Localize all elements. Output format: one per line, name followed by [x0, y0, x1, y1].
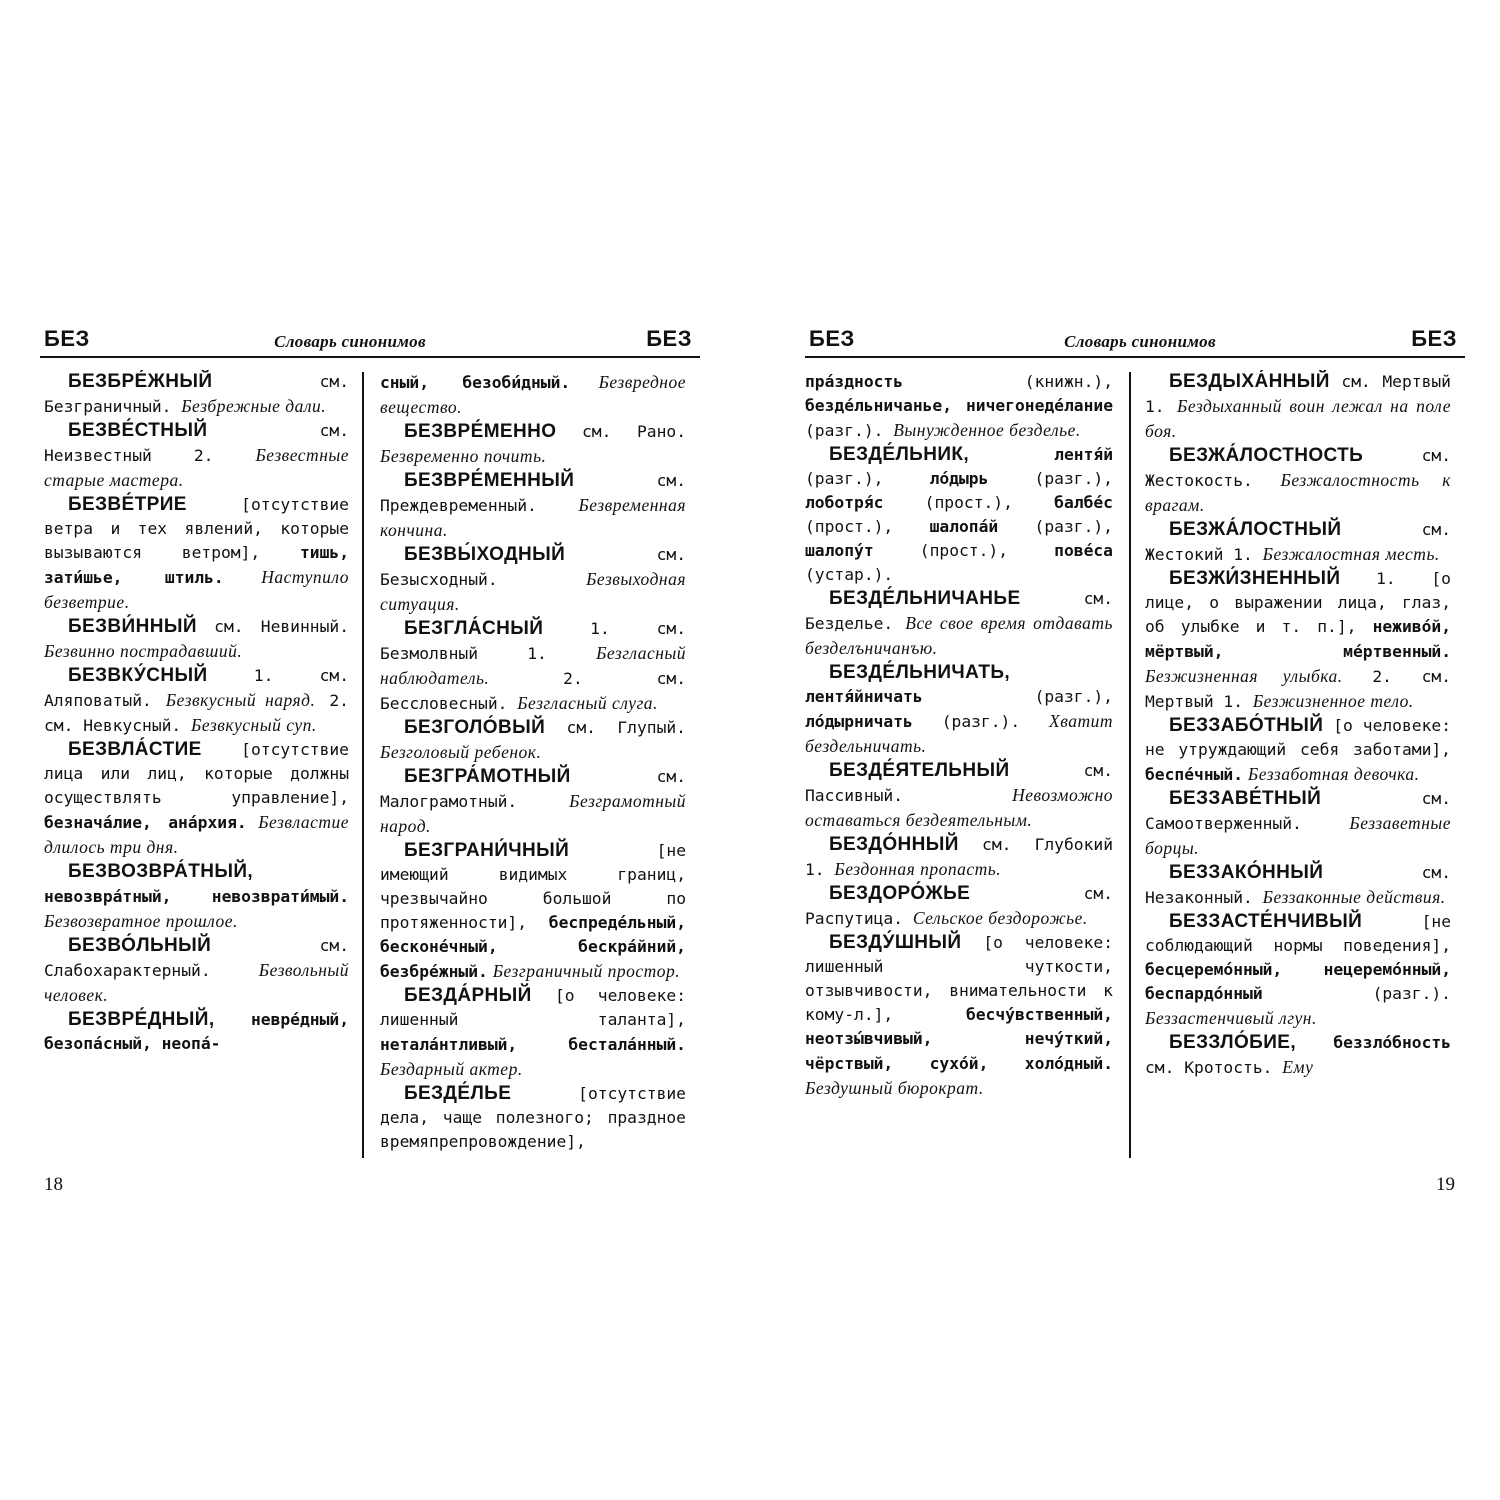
dictionary-entry [44, 370, 349, 419]
guide-word-right: БЕЗ [1411, 326, 1457, 351]
synonyms: беззло́бность [1296, 1033, 1451, 1052]
column [44, 370, 349, 1160]
definition-text: (разг.), [805, 469, 930, 488]
synonyms: сный, безоби́дный. [380, 373, 571, 392]
synonyms: шалопа́й [929, 517, 999, 536]
headword: БЕЗВЛА́СТИЕ [68, 739, 202, 760]
definition-text: [о человеке: лишенный таланта], [380, 986, 686, 1029]
definition-text: (разг.), [988, 469, 1113, 488]
usage-example: Безвинно пострадавший. [44, 641, 243, 661]
definition-text: (разг.). [1262, 984, 1451, 1003]
usage-example: Хватит бездельничать. [805, 711, 1113, 756]
headword: БЕЗВРЕ́МЕННО [404, 421, 557, 442]
headword: БЕЗБРЕ́ЖНЫЙ [68, 371, 213, 392]
definition-text: [отсутствие дела, чаще полезного; праздное времяпрепровождение], [380, 1084, 686, 1151]
usage-example: Безвременная кончина. [380, 495, 686, 540]
usage-example: Вынужденное безделье. [893, 420, 1081, 440]
guide-word-left: БЕЗ [44, 326, 90, 351]
synonyms: лентя́й [969, 445, 1113, 464]
definition-text: см. Незаконный. [1145, 863, 1451, 907]
usage-example: Беззастенчивый лгун. [1145, 1008, 1317, 1028]
headword: БЕЗВО́ЛЬНЫЙ [68, 935, 212, 956]
headword: БЕЗВЕ́СТНЫЙ [68, 420, 208, 441]
dictionary-entry [805, 661, 1113, 759]
definition-text: (прост.), [883, 493, 1055, 512]
definition-text: [о человеке: не утруждающий себя заботами], [1145, 716, 1451, 759]
definition-text: [отсутствие ветра и тех явлений, которые вызываются ветром], [44, 495, 349, 562]
headword: БЕЗГРА́МОТНЫЙ [404, 766, 571, 787]
usage-example: Безвозвратное прошлое. [44, 911, 238, 931]
usage-example: Безвольный человек. [44, 960, 349, 1005]
synonyms: балбе́с [1054, 493, 1113, 512]
headword: БЕЗДЫХА́ННЫЙ [1169, 371, 1330, 392]
dictionary-entry [1145, 910, 1451, 1031]
usage-example: Безбрежные дали. [181, 396, 327, 416]
definition-text: см. Кротость. [1145, 1058, 1283, 1077]
dictionary-entry [44, 664, 349, 738]
column [380, 370, 686, 1160]
synonyms: ло́дырь [929, 469, 989, 488]
headword: БЕЗДЕ́ЛЬНИЧАТЬ, [829, 662, 1011, 683]
definition-text: см. Глупый. [545, 718, 686, 737]
usage-example: Безвластие длилось три дня. [44, 812, 349, 857]
synonyms: безнача́лие, ана́рхия. [44, 813, 247, 832]
dictionary-entry [1145, 567, 1451, 714]
definition-text: см. Мертвый 1. [1145, 372, 1451, 416]
definition-text: см. Неизвестный 2. [44, 421, 349, 465]
definition-text: см. Безысходный. [380, 545, 686, 589]
running-title: Словарь синонимов [274, 332, 426, 351]
definition-text: см. Самоотверженный. [1145, 789, 1451, 833]
right-page [805, 326, 1465, 1206]
headword: БЕЗВРЕ́МЕННЫЙ [404, 470, 575, 491]
dictionary-entry [380, 420, 686, 469]
running-title: Словарь синонимов [1064, 332, 1216, 351]
synonyms: безде́льничанье, ничегонеде́лание [805, 396, 1113, 415]
usage-example: Безгласный наблюдатель. [380, 643, 686, 688]
definition-text: (устар.). [805, 565, 894, 584]
dictionary-entry [805, 931, 1113, 1101]
dictionary-entry [380, 469, 686, 543]
definition-text: см. Пассивный. [805, 761, 1113, 805]
usage-example: Невозможно оставаться бездеятельным. [805, 785, 1113, 830]
column-divider [362, 372, 364, 1158]
headword: БЕЗВРЕ́ДНЫЙ, [68, 1009, 215, 1030]
definition-text: (книжн.), [903, 372, 1113, 391]
usage-example: Ему [1282, 1057, 1314, 1077]
usage-example: Бездыханный воин лежал на поле боя. [1145, 396, 1451, 441]
synonyms: лентя́йничать [805, 687, 923, 706]
dictionary-entry [1145, 861, 1451, 910]
synonyms: бесцеремо́нный, нецеремо́нный, беспардо́нный [1145, 960, 1451, 1003]
headword: БЕЗЗАБО́ТНЫЙ [1169, 715, 1324, 736]
dictionary-entry [44, 615, 349, 664]
synonyms: тишь, зати́шье, штиль. [44, 543, 349, 587]
left-page [40, 326, 700, 1206]
dictionary-entry [1145, 444, 1451, 518]
definition-text: 1. см. Аляповатый. [44, 666, 349, 710]
definition-text: см. Невинный. [196, 617, 349, 636]
usage-example: Безжизненная улыбка. [1145, 666, 1343, 686]
usage-example: Безграничный простор. [487, 961, 681, 981]
definition-text: 2. см. Мертвый 1. [1145, 667, 1451, 711]
headword: БЕЗВКУ́СНЫЙ [68, 665, 208, 686]
definition-text: (прост.), [805, 517, 930, 536]
definition-text: 2. см. Бессловесный. [380, 669, 686, 713]
headword: БЕЗДА́РНЫЙ [404, 985, 532, 1006]
usage-example: Безграмотный народ. [380, 791, 686, 836]
headword: БЕЗГОЛО́ВЫЙ [404, 717, 546, 738]
definition-text: (разг.), [922, 687, 1113, 706]
definition-text: см. Глубокий 1. [805, 835, 1113, 879]
dictionary-entry [1145, 1031, 1451, 1080]
headword: БЕЗЗАКО́ННЫЙ [1169, 862, 1324, 883]
definition-text: 1. [о лице, о выражении лица, глаз, об улыбке и т. п.], [1145, 569, 1451, 636]
dictionary-entry [380, 839, 686, 984]
definition-text: см. Безграничный. [44, 372, 349, 416]
dictionary-entry [380, 617, 686, 716]
page-number: 18 [44, 1174, 63, 1195]
guide-word-left: БЕЗ [809, 326, 855, 351]
headword: БЕЗДОРО́ЖЬЕ [829, 883, 971, 904]
usage-example: Безжизненное тело. [1252, 691, 1414, 711]
usage-example: Безвестные старые мастера. [44, 445, 349, 490]
headword: БЕЗДУ́ШНЫЙ [829, 932, 962, 953]
synonyms: лоботря́с [805, 493, 884, 512]
dictionary-entry [1145, 787, 1451, 861]
headword: БЕЗДЕ́ЛЬЕ [404, 1083, 512, 1104]
usage-example: Безвременно почить. [380, 446, 547, 466]
dictionary-entry [805, 759, 1113, 833]
usage-example: Безжалостность к врагам. [1145, 470, 1451, 515]
usage-example: Безвкусный суп. [191, 715, 317, 735]
synonyms: бесчу́вственный, неотзы́вчивый, нечу́ткий, чёрствый, сухо́й, холо́дный. [805, 1005, 1113, 1073]
synonyms: беспе́чный. [1145, 765, 1244, 784]
headword: БЕЗЗАВЕ́ТНЫЙ [1169, 788, 1322, 809]
usage-example: Безвкусный наряд. [165, 690, 316, 710]
usage-example: Все свое время отдавать безделъничанъю. [805, 613, 1113, 658]
definition-text: см. Преждевременный. [380, 471, 686, 515]
usage-example: Безголовый ребенок. [380, 742, 542, 762]
headword: БЕЗДЕ́ЛЬНИК, [829, 444, 970, 465]
usage-example: Сельское бездорожье. [912, 908, 1088, 928]
synonyms: нетала́нтливый, бестала́нный. [380, 1035, 686, 1054]
definition-text: см. Малограмотный. [380, 767, 686, 811]
synonyms: невозвра́тный, невозврати́мый. [44, 887, 349, 906]
dictionary-entry [44, 1008, 349, 1056]
usage-example: Безвыходная ситуация. [380, 569, 686, 614]
synonyms: ло́дырничать [805, 712, 913, 731]
headword: БЕЗВЫ́ХОДНЫЙ [404, 544, 566, 565]
dictionary-entry [380, 370, 686, 420]
usage-example: Бездушный бюрократ. [805, 1078, 984, 1098]
definition-text: см. Слабохарактерный. [44, 936, 349, 980]
guide-word-right: БЕЗ [646, 326, 692, 351]
headword: БЕЗЖА́ЛОСТНЫЙ [1169, 519, 1342, 540]
headword: БЕЗГЛА́СНЫЙ [404, 618, 544, 639]
running-header [805, 326, 1465, 358]
headword: БЕЗВИ́ННЫЙ [68, 616, 197, 637]
column-divider [1129, 372, 1131, 1158]
synonyms: пове́са [1054, 541, 1113, 560]
headword: БЕЗВЕ́ТРИЕ [68, 494, 187, 515]
dictionary-entry [44, 493, 349, 615]
column [805, 370, 1113, 1160]
dictionary-entry [380, 765, 686, 839]
usage-example: Бездарный актер. [380, 1059, 523, 1079]
synonyms: невре́дный, безопа́сный, неопа́- [44, 1010, 349, 1053]
definition-text: [не соблюдающий нормы поведения], [1145, 912, 1451, 955]
dictionary-entry [380, 716, 686, 765]
headword: БЕЗЗАСТЕ́НЧИВЫЙ [1169, 911, 1363, 932]
headword: БЕЗДО́ННЫЙ [829, 834, 959, 855]
definition-text: см. Жестокость. [1145, 446, 1451, 490]
dictionary-entry [805, 370, 1113, 443]
usage-example: Беззаветные борцы. [1145, 813, 1451, 858]
dictionary-entry [1145, 518, 1451, 567]
headword: БЕЗЖА́ЛОСТНОСТЬ [1169, 445, 1364, 466]
dictionary-entry [805, 443, 1113, 587]
synonyms: беспреде́льный, бесконе́чный, бескра́йний, безбре́жный. [380, 913, 686, 981]
synonyms: шалопу́т [805, 541, 874, 560]
headword: БЕЗГРАНИ́ЧНЫЙ [404, 840, 570, 861]
usage-example: Безгласный слуга. [517, 693, 658, 713]
usage-example: Наступило безветрие. [44, 567, 349, 612]
usage-example: Бездонная пропасть. [834, 859, 1002, 879]
usage-example: Беззаконные действия. [1262, 887, 1446, 907]
headword: БЕЗЗЛО́БИЕ, [1169, 1032, 1297, 1053]
usage-example: Беззаботная девочка. [1243, 764, 1420, 784]
definition-text: см. Жестокий 1. [1145, 520, 1451, 564]
dictionary-entry [44, 738, 349, 860]
usage-example: Безвредное вещество. [380, 372, 686, 417]
definition-text: (разг.). [805, 421, 894, 440]
definition-text: (разг.). [912, 712, 1050, 731]
headword: БЕЗДЕ́ЯТЕЛЬНЫЙ [829, 760, 1010, 781]
dictionary-entry [1145, 370, 1451, 444]
headword: БЕЗДЕ́ЛЬНИЧАНЬЕ [829, 588, 1021, 609]
definition-text: см. Рано. [556, 422, 686, 441]
dictionary-entry [805, 833, 1113, 882]
definition-text: см. Распутица. [805, 884, 1113, 928]
definition-text: 1. см. Безмолвный 1. [380, 619, 686, 663]
page-number: 19 [1436, 1174, 1455, 1195]
dictionary-entry [805, 882, 1113, 931]
dictionary-entry [380, 1082, 686, 1154]
usage-example: Безжалостная месть. [1262, 544, 1440, 564]
definition-text: [отсутствие лица или лиц, которые должны осуществлять управление], [44, 740, 349, 807]
definition-text: [о человеке: лишенный чуткости, отзывчивости, внимательности к кому-л.], [805, 933, 1113, 1024]
dictionary-entry [44, 934, 349, 1008]
synonyms: неживо́й, мёртвый, ме́ртвенный. [1145, 617, 1451, 661]
running-header [40, 326, 700, 358]
definition-text: (разг.), [998, 517, 1113, 536]
headword: БЕЗЖИ́ЗНЕННЫЙ [1169, 568, 1341, 589]
definition-text: (прост.), [873, 541, 1055, 560]
column [1145, 370, 1451, 1160]
synonyms: пра́здность [805, 372, 904, 391]
dictionary-entry [44, 860, 349, 934]
definition-text: [не имеющий видимых границ, чрезвычайно большой по протяженности], [380, 841, 686, 932]
dictionary-entry [44, 419, 349, 493]
dictionary-entry [1145, 714, 1451, 787]
definition-text: см. Безделье. [805, 589, 1113, 633]
dictionary-entry [805, 587, 1113, 661]
dictionary-entry [380, 984, 686, 1082]
headword: БЕЗВОЗВРА́ТНЫЙ, [68, 861, 254, 882]
dictionary-entry [380, 543, 686, 617]
definition-text: 2. см. Невкусный. [44, 691, 349, 735]
